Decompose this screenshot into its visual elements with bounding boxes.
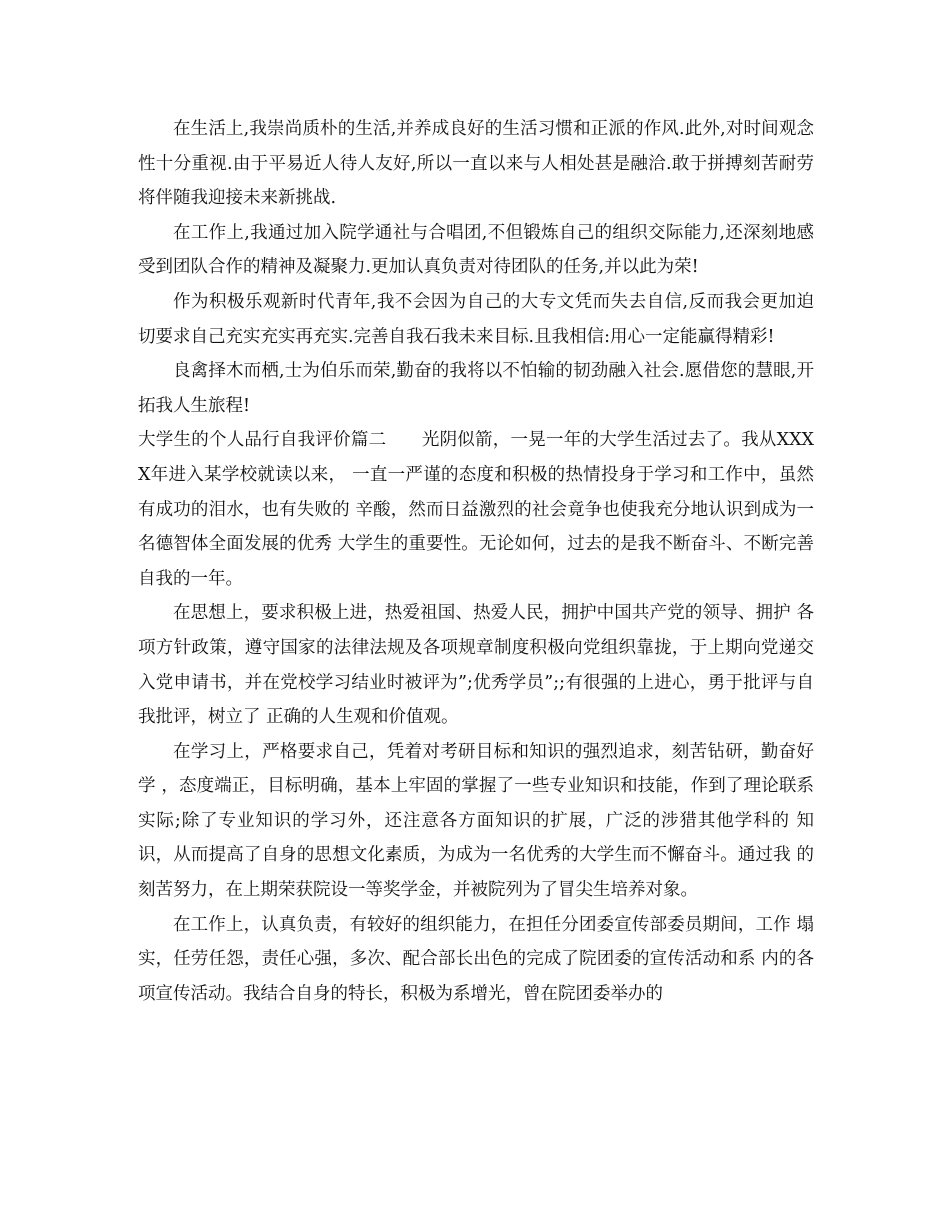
paragraph-life: 在生活上,我崇尚质朴的生活,并养成良好的生活习惯和正派的作风.此外,对时间观念性十分重视.由于平易近人待人友好,所以一直以来与人相处甚是融洽.敢于拼搏刻苦耐劳将伴随我迎接未来新挑战. <box>138 119 814 209</box>
paragraph-closing: 良禽择木而栖,士为伯乐而荣,勤奋的我将以不怕输的韧劲融入社会.愿借您的慧眼,开拓我人生旅程! <box>138 361 814 416</box>
document-body <box>138 112 814 1011</box>
paragraph-confidence: 作为积极乐观新时代青年,我不会因为自己的大专文凭而失去自信,反而我会更加迫切要求自己充实充实再充实.完善自我石我未来目标.且我相信:用心一定能赢得精彩! <box>138 291 814 347</box>
paragraph-study: 在学习上，严格要求自己，凭着对考研目标和知识的强烈追求，刻苦钻研，勤奋好学 ，态度端正，目标明确，基本上牢固的掌握了一些专业知识和技能，作到了理论联系 实际;除了专业知识的学习外，还注意各方面知识的扩展，广泛的涉猎其他学科的 知识，从而提高了自身的思想文化素质，为成为一名优秀的大学生而不懈奋斗。通过我 的刻苦努力，在上期荣获院设一等奖学金，并被院列为了冒尖生培养对象。 <box>138 741 814 901</box>
paragraph-work-club: 在工作上,我通过加入院学通社与合唱团,不但锻炼自己的组织交际能力,还深刻地感受到团队合作的精神及凝聚力.更加认真负责对待团队的任务,并以此为荣! <box>138 222 814 278</box>
section-heading-part-two: 大学生的个人品行自我评价篇二 光阴似箭，一晃一年的大学生活过去了。我从XXXX年进入某学校就读以来， 一直一严谨的态度和积极的热情投身于学习和工作中，虽然有成功的泪水，也有失败的 辛酸，然而日益激烈的社会竟争也使我充分地认识到成为一名德智体全面发展的优秀 大学生的重要性。无论如何，过去的是我不断奋斗、不断完善自我的一年。 <box>138 430 814 589</box>
paragraph-ideology: 在思想上，要求积极上进，热爱祖国、热爱人民，拥护中国共产党的领导、拥护 各项方针政策，遵守国家的法律法规及各项规章制度积极向党组织靠拢，于上期向党递交入党申请书，并在党校学习结业时被评为”;优秀学员”;;有很强的上进心，勇于批评与自我批评，树立了 正确的人生观和价值观。 <box>138 603 814 728</box>
paragraph-work-duties: 在工作上，认真负责，有较好的组织能力，在担任分团委宣传部委员期间，工作 塌实，任劳任怨，责任心强，多次、配合部长出色的完成了院团委的宣传活动和系 内的各项宣传活动。我结合自身的特长，积极为系增光，曾在院团委举办的 <box>138 914 814 1004</box>
